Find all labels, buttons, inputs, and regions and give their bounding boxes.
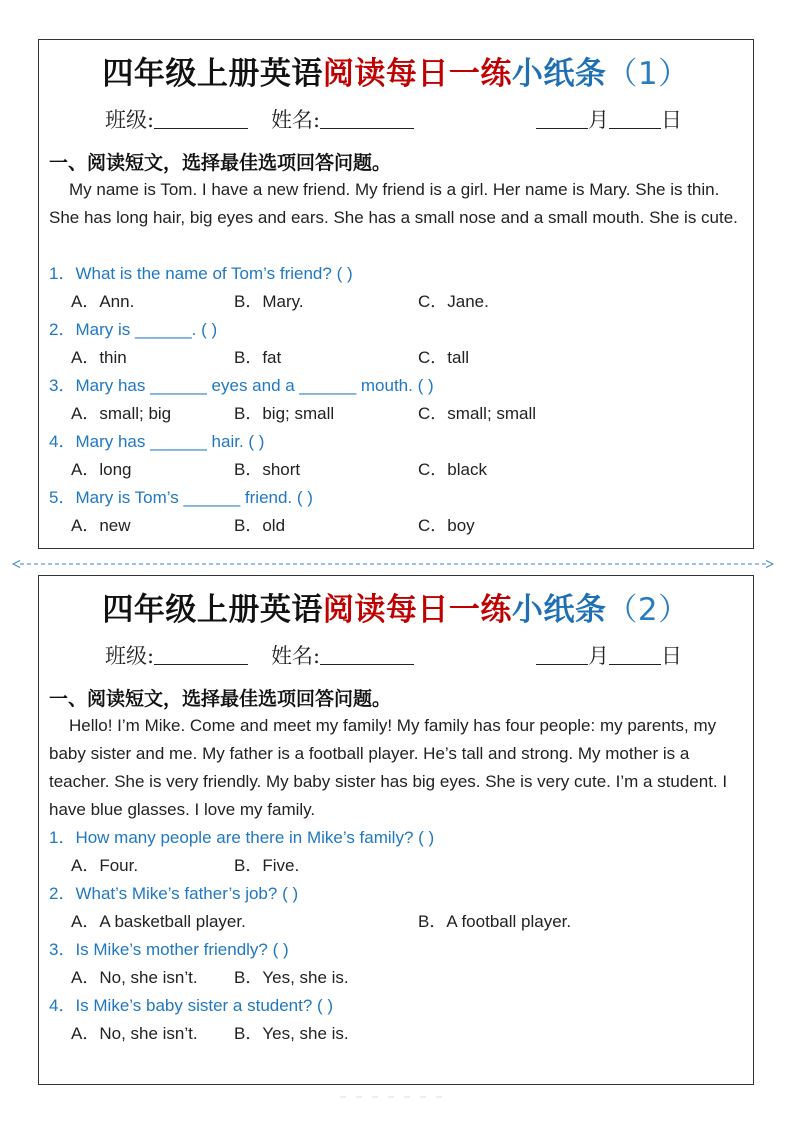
option-a[interactable]: A．Four.: [71, 856, 139, 875]
day-blank[interactable]: [609, 110, 661, 129]
option-a[interactable]: A．No, she isn’t.: [71, 1024, 198, 1043]
class-label: 班级:: [105, 108, 155, 132]
option-b[interactable]: B．fat: [234, 348, 282, 367]
options-3: [49, 400, 743, 428]
month-label: 月: [588, 644, 609, 668]
question-4: 4．Mary has ______ hair. ( ): [49, 432, 265, 451]
question-1: 1．How many people are there in Mike’s family? ( ): [49, 828, 435, 847]
cut-line-divider: [12, 560, 774, 568]
options-1: [49, 852, 743, 880]
options-3: [49, 964, 743, 992]
question-3: 3．Mary has ______ eyes and a ______ mouth. ( ): [49, 376, 434, 395]
student-info-line: [39, 640, 753, 670]
reading-passage: [49, 176, 741, 232]
name-field[interactable]: [271, 104, 414, 134]
options-2: [49, 344, 743, 372]
question-1: 1．What is the name of Tom’s friend? ( ): [49, 264, 353, 283]
option-c[interactable]: C．tall: [418, 348, 470, 367]
class-label: 班级:: [105, 644, 155, 668]
worksheet-title: [39, 48, 753, 93]
option-a[interactable]: A．small; big: [71, 404, 172, 423]
title-part-number: （1）: [606, 56, 690, 92]
day-blank[interactable]: [609, 646, 661, 665]
class-field[interactable]: [105, 104, 248, 134]
passage-text: My name is Tom. I have a new friend. My friend is a girl. Her name is Mary. She is thin. She has long hair, big eyes and ears. She has a small nose and a small mouth. She is cute.: [49, 180, 738, 227]
title-part-number: （2）: [606, 592, 690, 628]
option-b[interactable]: B．Five.: [234, 856, 300, 875]
class-blank[interactable]: [154, 110, 248, 129]
options-1: [49, 288, 743, 316]
name-field[interactable]: [271, 640, 414, 670]
section-heading: 一、阅读短文，选择最佳选项回答问题。: [49, 688, 392, 710]
month-blank[interactable]: [536, 646, 588, 665]
day-label: 日: [661, 108, 682, 132]
question-2: 2．What’s Mike’s father’s job? ( ): [49, 884, 299, 903]
reading-passage: [49, 712, 741, 824]
day-label: 日: [661, 644, 682, 668]
date-field[interactable]: [536, 640, 682, 670]
section-heading: 一、阅读短文，选择最佳选项回答问题。: [49, 152, 392, 174]
option-a[interactable]: A．Ann.: [71, 292, 135, 311]
passage-text: Hello! I’m Mike. Come and meet my family! My family has four people: my parents, my baby sister and me. My father is a football player. He’s tall and strong. My mother is a teacher. She is very friendly. My baby sister has big eyes. She is very cute. I’m a student. I have blue glasses. I love my family.: [49, 716, 728, 819]
options-4: [49, 1020, 743, 1048]
question-list: [49, 824, 743, 1048]
date-field[interactable]: [536, 104, 682, 134]
title-part-grade: 四年级上册英语: [102, 592, 323, 628]
option-a[interactable]: A．No, she isn’t.: [71, 968, 198, 987]
option-c[interactable]: C．boy: [418, 516, 475, 535]
title-part-grade: 四年级上册英语: [102, 56, 323, 92]
question-list: [49, 260, 743, 540]
option-b[interactable]: B．short: [234, 460, 301, 479]
option-b[interactable]: B．big; small: [234, 404, 335, 423]
option-c[interactable]: C．black: [418, 460, 487, 479]
option-b[interactable]: B．Yes, she is.: [234, 1024, 349, 1043]
arrow-left-icon: [13, 561, 20, 568]
question-3: 3．Is Mike’s mother friendly? ( ): [49, 940, 289, 959]
question-2: 2．Mary is ______. ( ): [49, 320, 218, 339]
month-label: 月: [588, 108, 609, 132]
name-label: 姓名:: [271, 644, 321, 668]
option-a[interactable]: A．A basketball player.: [71, 912, 246, 931]
option-b[interactable]: B．A football player.: [418, 912, 572, 931]
option-c[interactable]: C．Jane.: [418, 292, 489, 311]
title-part-note: 小纸条: [511, 592, 607, 628]
name-label: 姓名:: [271, 108, 321, 132]
option-a[interactable]: A．new: [71, 516, 131, 535]
option-a[interactable]: A．thin: [71, 348, 127, 367]
worksheet-2: [38, 575, 754, 1085]
question-4: 4．Is Mike’s baby sister a student? ( ): [49, 996, 334, 1015]
class-field[interactable]: [105, 640, 248, 670]
option-b[interactable]: B．Yes, she is.: [234, 968, 349, 987]
worksheet-title: [39, 584, 753, 629]
title-part-reading: 阅读每日一练: [322, 592, 512, 628]
options-2: [49, 908, 743, 936]
option-a[interactable]: A．long: [71, 460, 132, 479]
options-5: [49, 512, 743, 540]
arrow-right-icon: [766, 561, 773, 568]
title-part-reading: 阅读每日一练: [322, 56, 512, 92]
question-5: 5．Mary is Tom’s ______ friend. ( ): [49, 488, 313, 507]
name-blank[interactable]: [320, 646, 414, 665]
options-4: [49, 456, 743, 484]
option-b[interactable]: B．old: [234, 516, 286, 535]
option-c[interactable]: C．small; small: [418, 404, 537, 423]
student-info-line: [39, 104, 753, 134]
class-blank[interactable]: [154, 646, 248, 665]
name-blank[interactable]: [320, 110, 414, 129]
title-part-note: 小纸条: [511, 56, 607, 92]
option-b[interactable]: B．Mary.: [234, 292, 304, 311]
footer-mark: [330, 1094, 460, 1100]
worksheet-1: [38, 39, 754, 549]
month-blank[interactable]: [536, 110, 588, 129]
